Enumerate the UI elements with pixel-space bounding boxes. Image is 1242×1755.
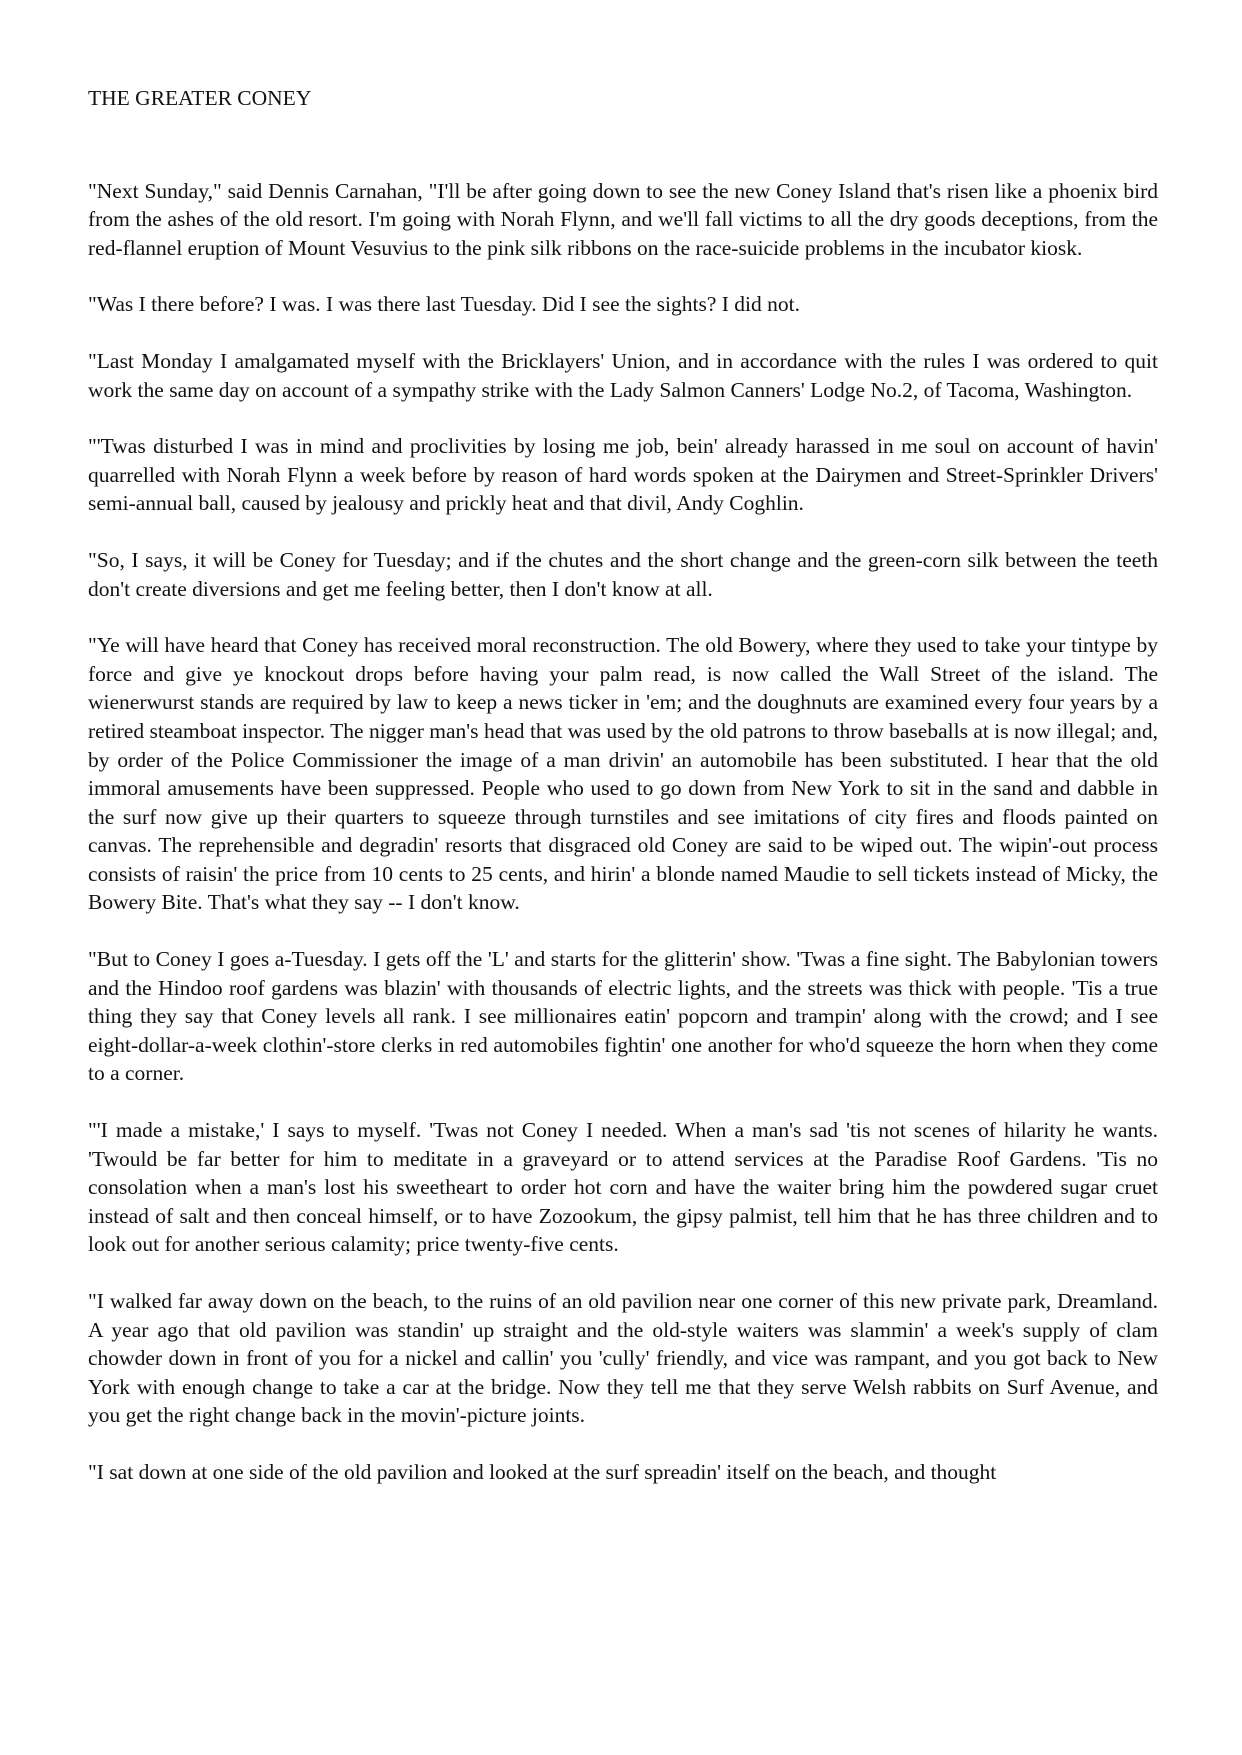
- paragraph-1: "Next Sunday," said Dennis Carnahan, "I'll be after going down to see the new Coney Island that's risen like a phoenix bird from the ashes of the old resort. I'm going with Norah Flynn, and we'll fall victims to all the dry goods deceptions, from the red-flannel eruption of Mount Vesuvius to the pink silk ribbons on the race-suicide problems in the incubator kiosk.: [88, 178, 1158, 260]
- paragraph-2: "Was I there before? I was. I was there last Tuesday. Did I see the sights? I did not.: [88, 292, 800, 317]
- document-page: [88, 84, 1158, 1487]
- paragraph-7: "But to Coney I goes a-Tuesday. I gets off the 'L' and starts for the glitterin' show. 'Twas a fine sight. The Babylonian towers and the Hindoo roof gardens was blazin' with thousands of electric lights, and the streets was thick with people. 'Tis a true thing they say that Coney levels all rank. I see millionaires eatin' popcorn and trampin' along with the crowd; and I see eight-dollar-a-week clothin'-store clerks in red automobiles fightin' one another for who'd squeeze the horn when they come to a corner.: [88, 947, 1158, 1086]
- paragraph-9: "I walked far away down on the beach, to the ruins of an old pavilion near one corner of this new private park, Dreamland. A year ago that old pavilion was standin' up straight and the old-style waiters was slammin' a week's supply of clam chowder down in front of you for a nickel and callin' you 'cully' friendly, and vice was rampant, and you got back to New York with enough change to take a car at the bridge. Now they tell me that they serve Welsh rabbits on Surf Avenue, and you get the right change back in the movin'-picture joints.: [88, 1289, 1158, 1428]
- paragraph-5: "So, I says, it will be Coney for Tuesday; and if the chutes and the short change and the green-corn silk between the teeth don't create diversions and get me feeling better, then I don't know at all.: [88, 547, 1158, 601]
- paragraph-10: "I sat down at one side of the old pavilion and looked at the surf spreadin' itself on the beach, and thought: [88, 1459, 997, 1484]
- document-title: THE GREATER CONEY: [88, 86, 312, 110]
- paragraph-4: "'Twas disturbed I was in mind and proclivities by losing me job, bein' already harassed in me soul on account of havin' quarrelled with Norah Flynn a week before by reason of hard words spoken at the Dairymen and Street-Sprinkler Drivers' semi-annual ball, caused by jealousy and prickly heat and that divil, Andy Coghlin.: [88, 434, 1158, 516]
- paragraph-6: "Ye will have heard that Coney has received moral reconstruction. The old Bowery, where they used to take your tintype by force and give ye knockout drops before having your palm read, is now called the Wall Street of the island. The wienerwurst stands are required by law to keep a news ticker in 'em; and the doughnuts are examined every four years by a retired steamboat inspector. The nigger man's head that was used by the old patrons to throw baseballs at is now illegal; and, by order of the Police Commissioner the image of a man drivin' an automobile has been substituted. I hear that the old immoral amusements have been suppressed. People who used to go down from New York to sit in the sand and dabble in the surf now give up their quarters to squeeze through turnstiles and see imitations of city fires and floods painted on canvas. The reprehensible and degradin' resorts that disgraced old Coney are said to be wiped out. The wipin'-out process consists of raisin' the price from 10 cents to 25 cents, and hirin' a blonde named Maudie to sell tickets instead of Micky, the Bowery Bite. That's what they say -- I don't know.: [88, 633, 1158, 915]
- paragraph-8: "'I made a mistake,' I says to myself. 'Twas not Coney I needed. When a man's sad 'tis not scenes of hilarity he wants. 'Twould be far better for him to meditate in a graveyard or to attend services at the Paradise Roof Gardens. 'Tis no consolation when a man's lost his sweetheart to order hot corn and have the waiter bring him the powdered sugar cruet instead of salt and then conceal himself, or to have Zozookum, the gipsy palmist, tell him that he has three children and to look out for another serious calamity; price twenty-five cents.: [88, 1118, 1158, 1257]
- paragraph-3: "Last Monday I amalgamated myself with the Bricklayers' Union, and in accordance with the rules I was ordered to quit work the same day on account of a sympathy strike with the Lady Salmon Canners' Lodge No.2, of Tacoma, Washington.: [88, 348, 1158, 402]
